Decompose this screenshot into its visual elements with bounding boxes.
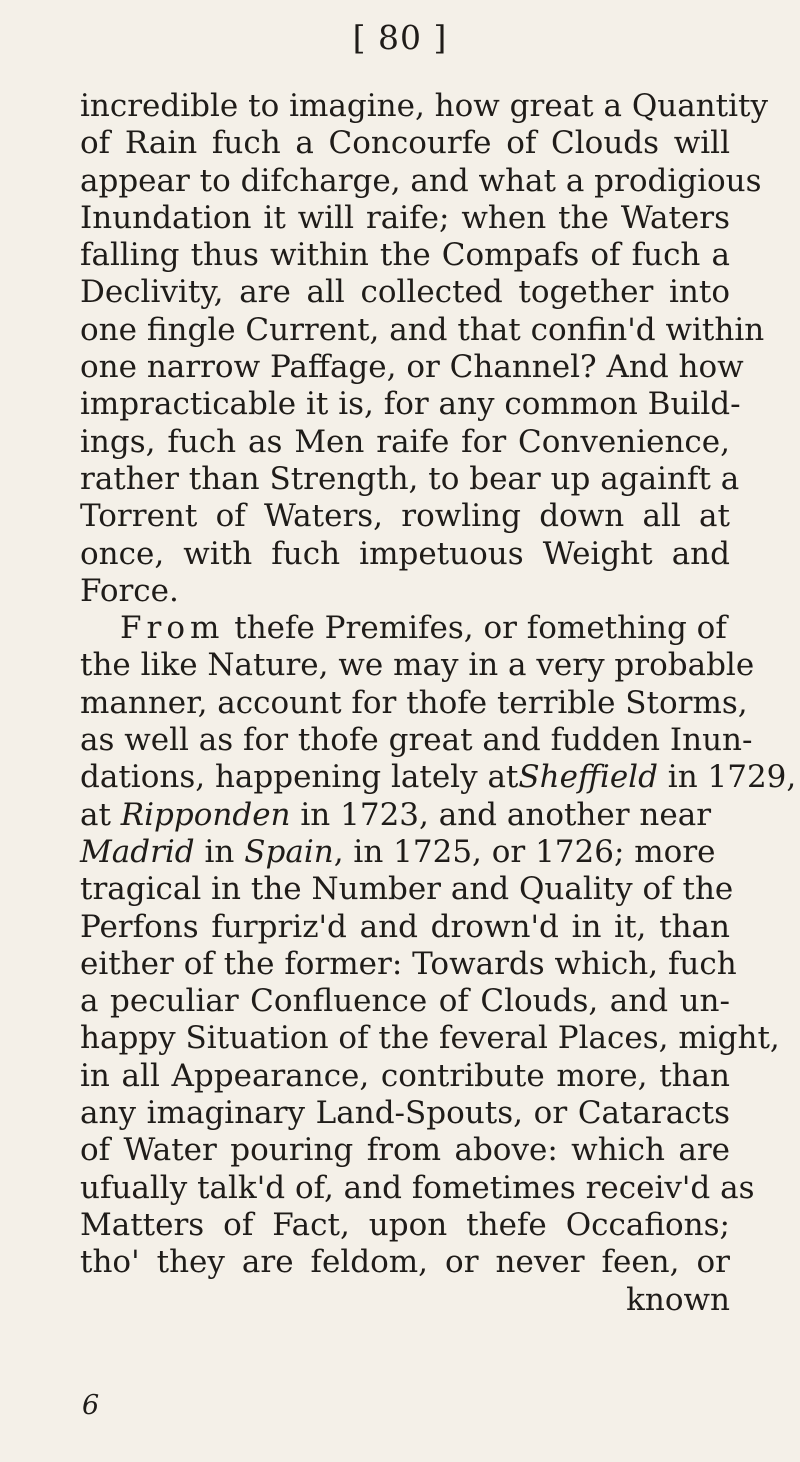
text-fragment: dations, happening lately at — [80, 759, 519, 796]
text-line: of Water pouring from above: which are — [80, 1132, 730, 1169]
text-line: rather than Strength, to bear up againft a — [80, 460, 740, 497]
text-line-with-place — [80, 834, 730, 871]
text-line: tho' they are feldom, or never feen, or — [80, 1244, 730, 1281]
text-fragment: at — [80, 796, 121, 833]
text-fragment: in 1729, — [657, 759, 797, 796]
text-line: any imaginary Land-Spouts, or Cataracts — [80, 1095, 730, 1132]
text-line: manner, account for thofe terrible Storms, — [80, 684, 748, 721]
text-line: appear to difcharge, and what a prodigious — [80, 162, 762, 199]
paragraph-first-line — [80, 610, 730, 647]
text-line: Matters of Fact, upon thefe Occafions; — [80, 1206, 730, 1243]
text-line: happy Situation of the feveral Places, might, — [80, 1020, 780, 1057]
text-line: Torrent of Waters, rowling down all at — [80, 498, 730, 535]
place-name: Madrid — [80, 833, 195, 870]
text-fragment: in 1723, and another near — [290, 796, 712, 833]
place-name: Spain — [244, 833, 334, 870]
text-line-with-place — [80, 759, 797, 796]
text-line: tragical in the Number and Quality of the — [80, 871, 734, 908]
text-line: one fingle Current, and that confin'd within — [80, 311, 765, 348]
text-line-with-place — [80, 797, 730, 834]
text-fragment: in — [194, 833, 245, 870]
place-name: Ripponden — [120, 796, 291, 833]
text-line: Force. — [80, 572, 179, 609]
text-line: Perfons furpriz'd and drown'd in it, than — [80, 908, 730, 945]
text-line: of Rain fuch a Concourfe of Clouds will — [80, 125, 730, 162]
text-line: Inundation it will raife; when the Waters — [80, 199, 730, 236]
text-line: once, with fuch impetuous Weight and — [80, 535, 730, 572]
signature-mark: 6 — [82, 1390, 100, 1421]
text-line: ufually talk'd of, and fometimes receiv'd as — [80, 1169, 755, 1206]
text-line: as well as for thofe great and fudden Inun- — [80, 722, 753, 759]
catchword: known — [626, 1281, 730, 1318]
text-line: falling thus within the Compafs of fuch a — [80, 237, 730, 274]
body-text — [80, 88, 797, 1319]
text-line: ings, fuch as Men raife for Convenience, — [80, 423, 730, 460]
text-line: a peculiar Confluence of Clouds, and un- — [80, 983, 730, 1020]
text-line: one narrow Paffage, or Channel? And how — [80, 349, 744, 386]
text-line: the like Nature, we may in a very probable — [80, 647, 755, 684]
paragraph-first-rest: thefe Premifes, or fomething of — [224, 610, 727, 647]
page-number: [ 80 ] — [352, 18, 448, 57]
paragraph-lead: From — [120, 610, 225, 647]
text-line: Declivity, are all collected together into — [80, 274, 730, 311]
text-line: either of the former: Towards which, fuch — [80, 945, 737, 982]
text-line: incredible to imagine, how great a Quantity — [80, 88, 768, 124]
text-fragment: , in 1725, or 1726; more — [333, 833, 716, 870]
place-name: Sheffield — [518, 759, 658, 796]
text-line: in all Appearance, contribute more, than — [80, 1057, 730, 1094]
text-line: impracticable it is, for any common Build- — [80, 386, 741, 423]
